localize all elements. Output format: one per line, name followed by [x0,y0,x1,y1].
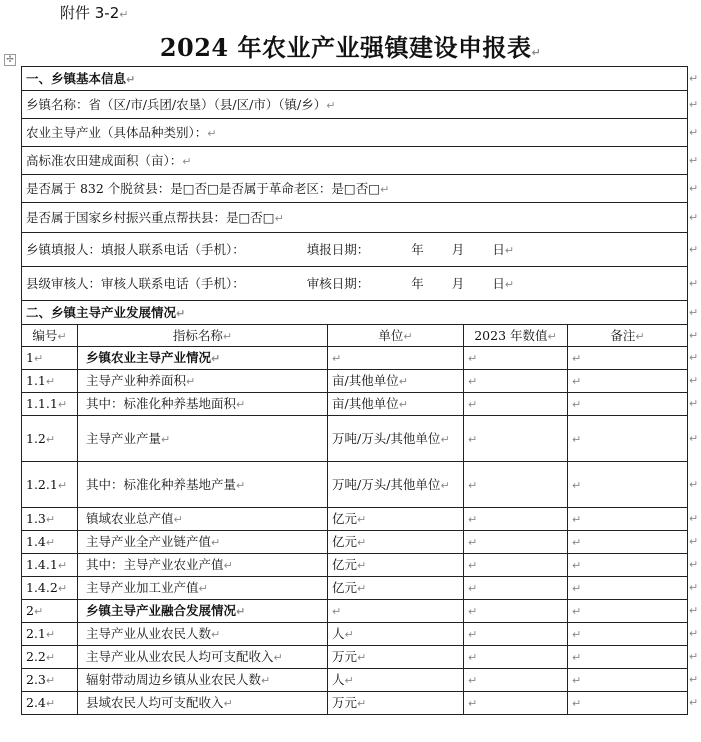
note-cell[interactable]: ↵ [568,692,688,715]
indicator-name: 乡镇农业主导产业情况↵ [78,347,328,370]
row-end-mark: ↵ [689,242,699,256]
value-2023-cell[interactable]: ↵ [464,416,568,462]
row-end-mark: ↵ [689,125,699,139]
note-cell[interactable]: ↵ [568,554,688,577]
value-2023-cell[interactable]: ↵ [464,577,568,600]
note-cell[interactable]: ↵ [568,600,688,623]
note-cell[interactable]: ↵ [568,416,688,462]
unit-cell: 亩/其他单位↵ [328,393,464,416]
unit-cell: 亩/其他单位↵ [328,370,464,393]
note-cell[interactable]: ↵ [568,508,688,531]
unit-cell: 人↵ [328,623,464,646]
reporter-row [22,233,688,267]
indicator-name: 主导产业种养面积↵ [78,370,328,393]
row-number: 1↵ [22,347,78,370]
table-row [22,393,688,416]
field-row [22,203,688,233]
unit-cell: 人↵ [328,669,464,692]
reviewer-row [22,267,688,301]
row-number: 2.2↵ [22,646,78,669]
unit-cell: 万元↵ [328,646,464,669]
value-2023-cell[interactable]: ↵ [464,600,568,623]
row-end-mark: ↵ [689,181,699,195]
row-number: 1.4.2↵ [22,577,78,600]
note-cell[interactable]: ↵ [568,577,688,600]
value-2023-cell[interactable]: ↵ [464,462,568,508]
row-end-mark: ↵ [689,397,699,410]
table-row [22,692,688,715]
indicator-name: 县域农民人均可支配收入↵ [78,692,328,715]
indicator-name: 主导产业从业农民人均可支配收入↵ [78,646,328,669]
note-cell[interactable]: ↵ [568,623,688,646]
column-header-value-2023: 2023 年数值↵ [464,325,568,347]
row-end-mark: ↵ [689,374,699,387]
key-support-county-field[interactable]: 是否属于国家乡村振兴重点帮扶县：是□否□↵ [22,203,688,233]
indicator-name: 辐射带动周边乡镇从业农民人数↵ [78,669,328,692]
table-row [22,554,688,577]
note-cell[interactable]: ↵ [568,347,688,370]
application-form-table [21,66,688,715]
note-cell[interactable]: ↵ [568,531,688,554]
row-end-mark: ↵ [689,351,699,364]
column-header-number: 编号↵ [22,325,78,347]
row-number: 1.1↵ [22,370,78,393]
row-end-mark: ↵ [689,650,699,663]
attachment-label: 附件 3-2↵ [60,4,129,22]
column-header-row [22,325,688,347]
reporter-field[interactable]: 乡镇填报人：填报人联系电话（手机）： 填报日期： 年 月 日↵ [22,233,688,267]
row-number: 2↵ [22,600,78,623]
row-end-mark: ↵ [689,535,699,548]
section2-heading: 二、乡镇主导产业发展情况↵ [22,301,688,325]
section2-heading-row [22,301,688,325]
value-2023-cell[interactable]: ↵ [464,669,568,692]
indicator-name: 其中：主导产业农业产值↵ [78,554,328,577]
row-number: 2.4↵ [22,692,78,715]
note-cell[interactable]: ↵ [568,370,688,393]
row-end-mark: ↵ [689,276,699,290]
row-end-mark: ↵ [689,97,699,111]
note-cell[interactable]: ↵ [568,669,688,692]
table-row [22,370,688,393]
note-cell[interactable]: ↵ [568,646,688,669]
row-end-mark: ↵ [689,328,699,342]
value-2023-cell[interactable]: ↵ [464,692,568,715]
indicator-name: 乡镇主导产业融合发展情况↵ [78,600,328,623]
field-row [22,147,688,175]
value-2023-cell[interactable]: ↵ [464,646,568,669]
row-end-mark: ↵ [689,558,699,571]
row-end-mark: ↵ [689,627,699,640]
unit-cell: 亿元↵ [328,577,464,600]
row-number: 1.2.1↵ [22,462,78,508]
table-row [22,646,688,669]
row-end-mark: ↵ [689,477,699,491]
row-number: 1.1.1↵ [22,393,78,416]
table-row [22,416,688,462]
row-number: 1.4.1↵ [22,554,78,577]
value-2023-cell[interactable]: ↵ [464,554,568,577]
row-number: 1.4↵ [22,531,78,554]
section1-heading-row [22,67,688,91]
row-end-mark: ↵ [689,305,699,319]
column-header-unit: 单位↵ [328,325,464,347]
row-number: 2.1↵ [22,623,78,646]
field-row [22,175,688,203]
field-row [22,91,688,119]
reviewer-field[interactable]: 县级审核人：审核人联系电话（手机）： 审核日期： 年 月 日↵ [22,267,688,301]
field-row [22,119,688,147]
unit-cell: 万吨/万头/其他单位↵ [328,462,464,508]
value-2023-cell[interactable]: ↵ [464,393,568,416]
indicator-name: 镇域农业总产值↵ [78,508,328,531]
table-row [22,347,688,370]
unit-cell: ↵ [328,347,464,370]
leading-industry-field[interactable]: 农业主导产业（具体品种类别）：↵ [22,119,688,147]
column-header-note: 备注↵ [568,325,688,347]
row-end-mark: ↵ [689,604,699,617]
unit-cell: 万吨/万头/其他单位↵ [328,416,464,462]
table-row [22,462,688,508]
indicator-name: 主导产业产量↵ [78,416,328,462]
value-2023-cell[interactable]: ↵ [464,623,568,646]
value-2023-cell[interactable]: ↵ [464,531,568,554]
poverty-county-field[interactable]: 是否属于 832 个脱贫县：是□否□是否属于革命老区：是□否□↵ [22,175,688,203]
note-cell[interactable]: ↵ [568,462,688,508]
section1-heading: 一、乡镇基本信息↵ [22,67,688,91]
row-end-mark: ↵ [689,512,699,525]
row-end-mark: ↵ [689,431,699,445]
row-number: 1.2↵ [22,416,78,462]
indicator-name: 其中：标准化种养基地面积↵ [78,393,328,416]
table-move-handle-icon[interactable]: ✢ [4,54,16,66]
unit-cell: 亿元↵ [328,554,464,577]
table-row [22,669,688,692]
table-row [22,531,688,554]
row-end-mark: ↵ [689,696,699,709]
row-number: 2.3↵ [22,669,78,692]
row-end-mark: ↵ [689,673,699,686]
column-header-indicator: 指标名称↵ [78,325,328,347]
value-2023-cell[interactable]: ↵ [464,508,568,531]
indicator-name: 主导产业全产业链产值↵ [78,531,328,554]
page-title: 2024 年农业产业强镇建设申报表↵ [159,33,542,62]
row-end-mark: ↵ [689,210,699,224]
row-end-mark: ↵ [689,71,699,85]
table-row [22,623,688,646]
row-end-mark: ↵ [689,153,699,167]
indicator-name: 主导产业加工业产值↵ [78,577,328,600]
value-2023-cell[interactable]: ↵ [464,370,568,393]
indicator-name: 主导产业从业农民人数↵ [78,623,328,646]
unit-cell: ↵ [328,600,464,623]
value-2023-cell[interactable]: ↵ [464,347,568,370]
table-row [22,508,688,531]
township-name-field[interactable]: 乡镇名称：省（区/市/兵团/农垦）（县/区/市）（镇/乡）↵ [22,91,688,119]
unit-cell: 万元↵ [328,692,464,715]
note-cell[interactable]: ↵ [568,393,688,416]
table-row [22,600,688,623]
row-number: 1.3↵ [22,508,78,531]
indicator-name: 其中：标准化种养基地产量↵ [78,462,328,508]
farmland-area-field[interactable]: 高标准农田建成面积（亩）：↵ [22,147,688,175]
unit-cell: 亿元↵ [328,508,464,531]
table-row [22,577,688,600]
row-end-mark: ↵ [689,581,699,594]
unit-cell: 亿元↵ [328,531,464,554]
